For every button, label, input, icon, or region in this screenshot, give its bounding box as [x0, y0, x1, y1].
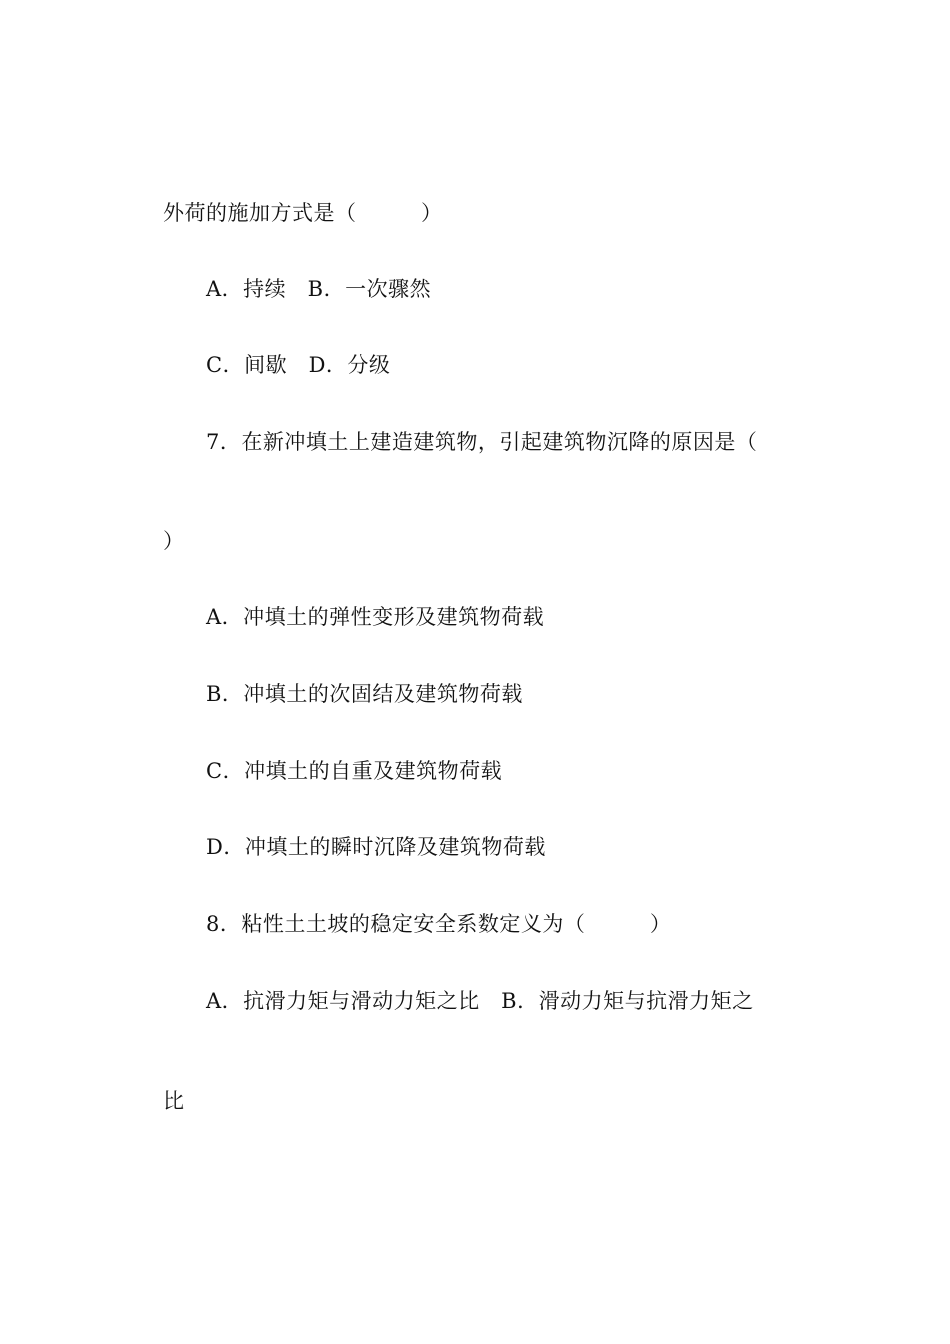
question-7-option-a: A．冲填土的弹性变形及建筑物荷载 — [206, 605, 545, 629]
question-7-stem: 7．在新冲填土上建造建筑物，引起建筑物沉降的原因是（ — [206, 430, 758, 454]
question-6-options-ab: A．持续 B．一次骤然 — [206, 277, 432, 301]
question-7-stem-continuation: ） — [163, 529, 185, 553]
question-8-options-ab: A．抗滑力矩与滑动力矩之比 B．滑动力矩与抗滑力矩之 — [206, 989, 754, 1013]
question-6-stem-continuation: 外荷的施加方式是（ ） — [163, 201, 443, 225]
question-8-stem: 8．粘性土土坡的稳定安全系数定义为（ ） — [206, 912, 672, 936]
question-7-option-c: C．冲填土的自重及建筑物荷载 — [206, 759, 503, 783]
question-7-option-b: B．冲填土的次固结及建筑物荷载 — [206, 682, 523, 706]
question-7-option-d: D．冲填土的瞬时沉降及建筑物荷载 — [206, 835, 546, 859]
question-6-options-cd: C．间歇 D．分级 — [206, 353, 391, 377]
question-8-options-continuation: 比 — [163, 1089, 185, 1113]
